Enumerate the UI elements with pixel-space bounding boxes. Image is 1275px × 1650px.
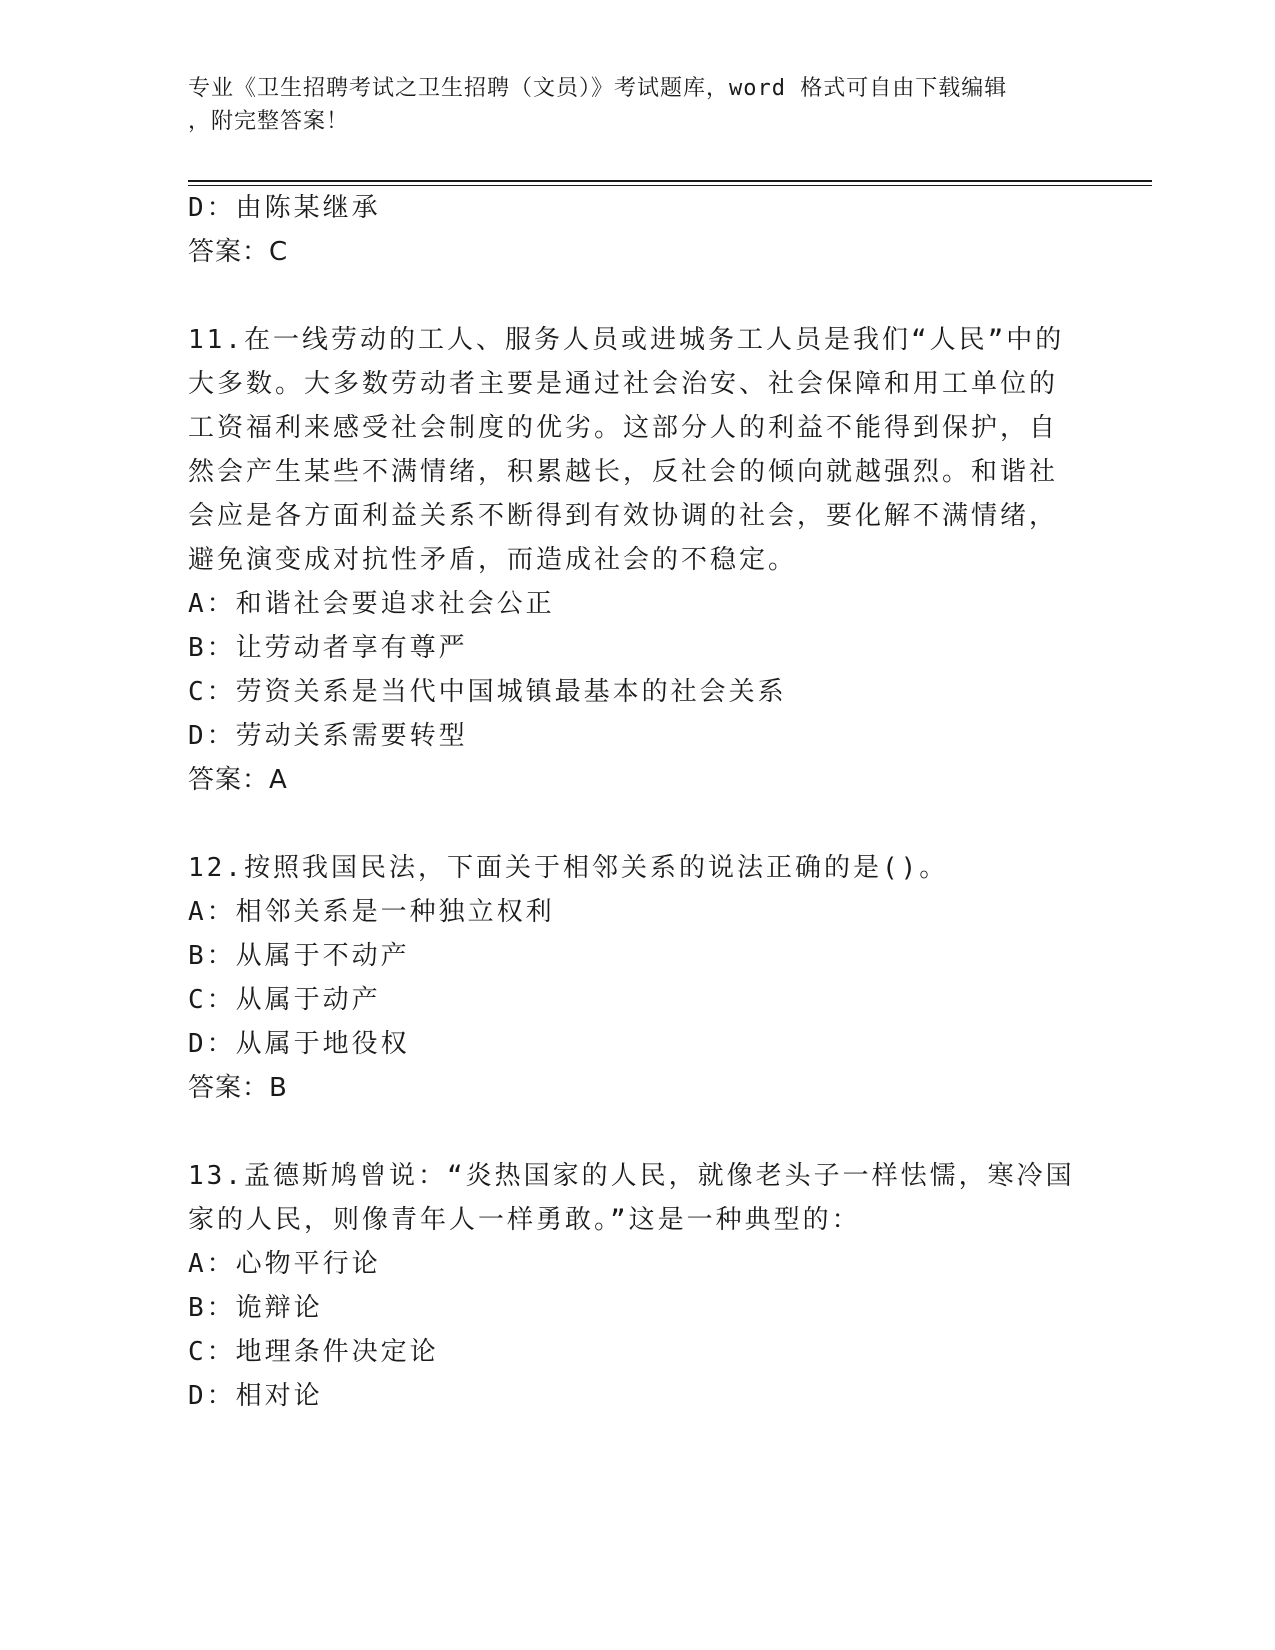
- q11-stem-line: 避免演变成对抗性矛盾，而造成社会的不稳定。: [188, 545, 798, 575]
- q13-stem-line: 13.孟德斯鸠曾说：“炎热国家的人民，就像老头子一样怯懦，寒冷国: [188, 1161, 1075, 1191]
- prev-answer: 答案：C: [188, 237, 289, 267]
- header-line-1: 专业《卫生招聘考试之卫生招聘（文员）》考试题库，word 格式可自由下载编辑: [188, 76, 1008, 101]
- q11-stem-line: 大多数。大多数劳动者主要是通过社会治安、社会保障和用工单位的: [188, 369, 1059, 399]
- q12-stem-line: 12.按照我国民法，下面关于相邻关系的说法正确的是()。: [188, 853, 949, 883]
- page-header: [188, 72, 1088, 138]
- q12-option-c: C：从属于动产: [188, 985, 381, 1015]
- prev-option-d: D：由陈某继承: [188, 193, 381, 223]
- q11-option-b: B：让劳动者享有尊严: [188, 633, 468, 663]
- q11-stem-line: 然会产生某些不满情绪，积累越长，反社会的倾向就越强烈。和谐社: [188, 457, 1059, 487]
- header-rule-thick: [188, 180, 1152, 182]
- q12-answer: 答案：B: [188, 1073, 288, 1103]
- q13-option-b: B：诡辩论: [188, 1293, 323, 1323]
- q13-option-a: A：心物平行论: [188, 1249, 381, 1279]
- q11-option-d: D：劳动关系需要转型: [188, 721, 468, 751]
- q12-option-d: D：从属于地役权: [188, 1029, 410, 1059]
- header-line-2: ，附完整答案！: [188, 109, 350, 134]
- q11-stem-line: 工资福利来感受社会制度的优劣。这部分人的利益不能得到保护，自: [188, 413, 1059, 443]
- q13-option-d: D：相对论: [188, 1381, 323, 1411]
- q13-option-c: C：地理条件决定论: [188, 1337, 439, 1367]
- q12-option-b: B：从属于不动产: [188, 941, 410, 971]
- q13-stem-line: 家的人民，则像青年人一样勇敢。”这是一种典型的：: [188, 1205, 861, 1235]
- q11-answer: 答案：A: [188, 765, 288, 795]
- q11-stem-line: 11.在一线劳动的工人、服务人员或进城务工人员是我们“人民”中的: [188, 325, 1065, 355]
- q11-option-c: C：劳资关系是当代中国城镇最基本的社会关系: [188, 677, 787, 707]
- q11-stem-line: 会应是各方面利益关系不断得到有效协调的社会，要化解不满情绪，: [188, 501, 1059, 531]
- header-rule-thin: [188, 185, 1152, 186]
- q11-option-a: A：和谐社会要追求社会公正: [188, 589, 555, 619]
- q12-option-a: A：相邻关系是一种独立权利: [188, 897, 555, 927]
